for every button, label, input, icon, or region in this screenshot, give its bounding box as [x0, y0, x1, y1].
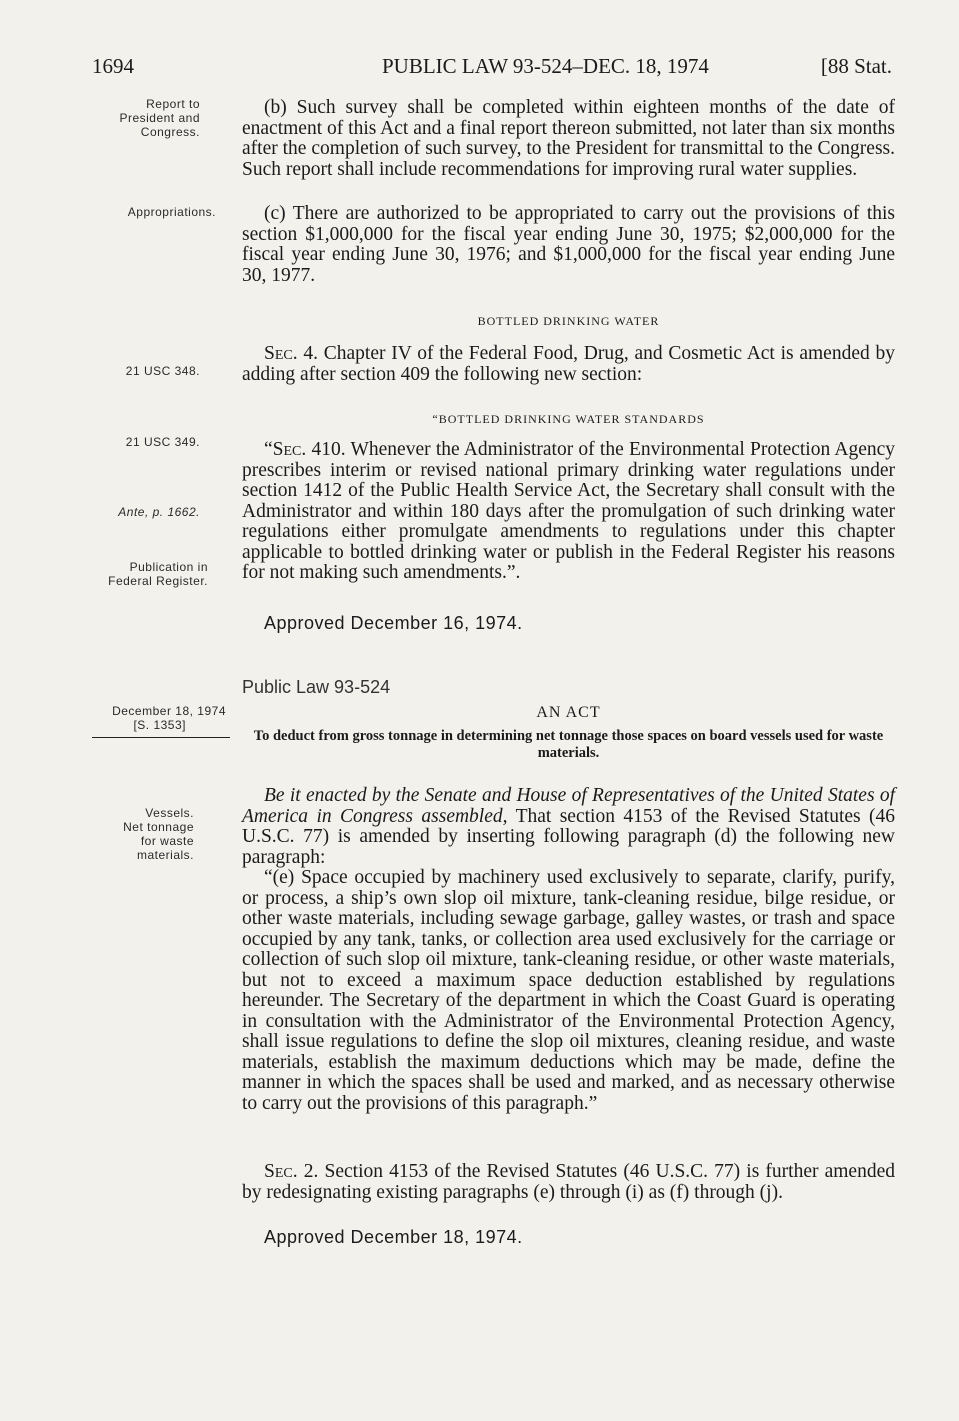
- section-4: [242, 344, 895, 385]
- paragraph-e: “(e) Space occupied by machinery used exclusively to separate, clarify, purify, or process, a ship’s own slop oil mixture, tank-cleaning residue, bilge residue, or other waste materials, including sewage garbage, galley wastes, or trash and space occupied by any tank, tanks, or collection area used exclusively for the carriage or collection of such slop oil mixture, tank-cleaning residue, or other waste materials, but not to exceed a maximum space deduction established by regulations hereunder. The Secretary of the department in which the Coast Guard is operating in consultation with the Administrator of the Environmental Protection Agency, shall issue regulations to define the slop oil mixtures, cleaning residue, and waste materials, establish the maximum deductions which may be made, define the manner in which the spaces shall be used and marked, and as necessary otherwise to carry out the provisions of this paragraph.”: [242, 867, 895, 1114]
- margin-note-bill-number: [S. 1353]: [133, 718, 186, 732]
- margin-note-ante: Ante, p. 1662.: [118, 505, 200, 519]
- section-4-text: Chapter IV of the Federal Food, Drug, and Cosmetic Act is amended by adding after section 409 the following new section:: [242, 343, 895, 385]
- margin-note-report: Report to President and Congress.: [119, 97, 200, 139]
- volume-reference: [88 Stat.: [820, 54, 892, 78]
- act-title: To deduct from gross tonnage in determining net tonnage those spaces on board vessels used for waste materials.: [253, 728, 884, 761]
- page-header: [92, 54, 892, 80]
- margin-note-appropriations: Appropriations.: [127, 205, 216, 219]
- section-410-text: Whenever the Administrator of the Environmental Protection Agency prescribes interim or revised national primary drinking water regulations under section 1412 of the Public Health Service Act, the Secretary shall consult with the Administrator and within 180 days after the promulgation of such drinking water regulations either promulgate amendments to regulations under this chapter applicable to bottled drinking water or publish in the Federal Register his reasons for not making such amendments.”.: [242, 439, 896, 583]
- section-4-label: Sec. 4.: [264, 343, 318, 364]
- section-2-label: Sec. 2.: [264, 1161, 319, 1182]
- paragraph-c: (c) There are authorized to be appropriated to carry out the provisions of this section $1,000,000 for the fiscal year ending June 30, 1975; $2,000,000 for the fiscal year ending June 30, 1976; and $1,000,000 for the fiscal year ending June 30, 1977.: [242, 203, 895, 286]
- approved-date-1: Approved December 16, 1974.: [264, 613, 523, 633]
- margin-note-vessels: Vessels. Net tonnage for waste materials.: [123, 806, 194, 862]
- margin-note-bill-date: December 18, 1974: [112, 704, 226, 718]
- section-2: [242, 1162, 895, 1203]
- margin-note-21usc349: 21 USC 349.: [125, 435, 200, 449]
- margin-note-21usc348: 21 USC 348.: [125, 364, 200, 378]
- margin-note-publication: Publication in Federal Register.: [108, 560, 208, 588]
- approved-date-2: Approved December 18, 1974.: [264, 1227, 523, 1247]
- an-act-heading: AN ACT: [536, 704, 601, 721]
- heading-bottled-drinking-water: BOTTLED DRINKING WATER: [477, 314, 660, 328]
- heading-bottled-water-standards: “BOTTLED DRINKING WATER STANDARDS: [432, 412, 705, 426]
- section-410: [242, 440, 895, 584]
- section-2-text: Section 4153 of the Revised Statutes (46 U.S.C. 77) is further amended by redesignating existing paragraphs (e) through (i) as (f) through (j).: [242, 1161, 895, 1203]
- public-law-number: Public Law 93-524: [242, 677, 391, 697]
- margin-rule: [92, 737, 230, 738]
- enacting-text: That section 4153 of the Revised Statutes (46 U.S.C. 77) is amended by inserting following paragraph (d) the following new paragraph:: [242, 805, 895, 868]
- enacting-clause: [242, 786, 895, 868]
- running-title: PUBLIC LAW 93-524–DEC. 18, 1974: [382, 54, 709, 78]
- enacting-formula: Be it enacted by the Senate and House of Representatives of the United States of America in Congress assembled,: [242, 785, 895, 827]
- page-number: 1694: [92, 54, 134, 78]
- section-410-label: “Sec. 410.: [264, 439, 346, 460]
- paragraph-b: (b) Such survey shall be completed within eighteen months of the date of enactment of this Act and a final report thereon submitted, not later than six months after the completion of such survey, to the President for transmittal to the Congress. Such report shall include recommendations for improving rural water supplies.: [242, 97, 895, 180]
